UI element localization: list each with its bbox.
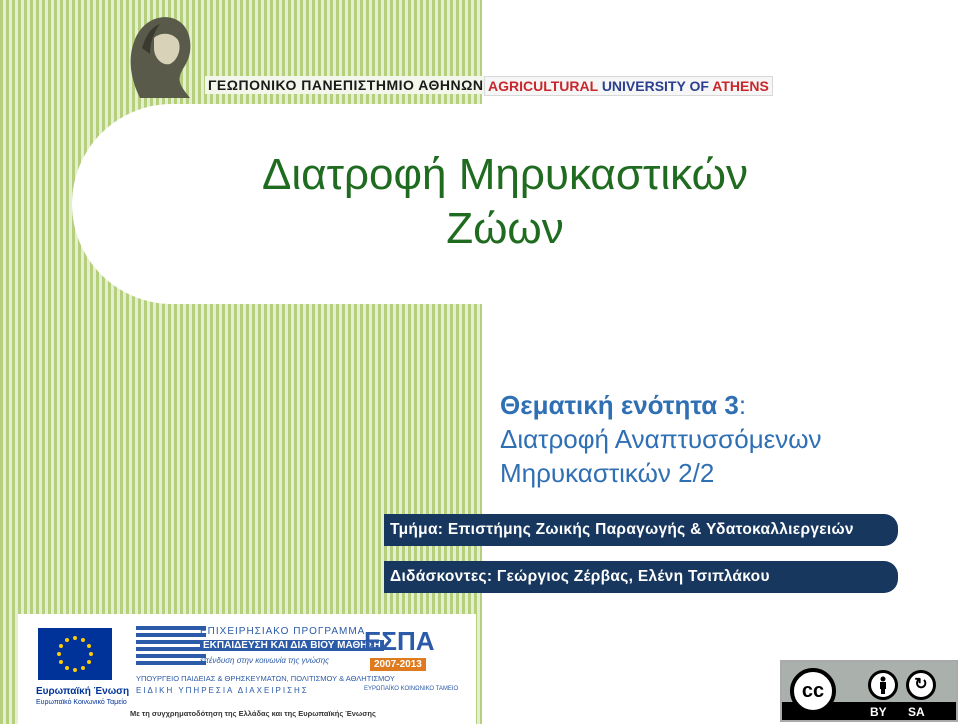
attribution-icon <box>868 670 898 700</box>
slide-subtitle <box>500 388 940 490</box>
funding-logos <box>18 614 476 724</box>
cofunding-caption: Με τη συγχρηματοδότηση της Ελλάδας και της Ευρωπαϊκής Ένωσης <box>130 709 376 718</box>
unit-title-line2: Μηρυκαστικών 2/2 <box>500 458 715 488</box>
instructors-bar: Διδάσκοντες: Γεώργιος Ζέρβας, Ελένη Τσιπλάκου <box>384 561 898 593</box>
university-en-athens: ATHENS <box>712 78 769 94</box>
share-alike-icon: ↻ <box>906 670 936 700</box>
program-line1: ΕΠΙΧΕΙΡΗΣΙΑΚΟ ΠΡΟΓΡΑΜΜΑ <box>200 626 366 637</box>
program-line3: επένδυση στην κοινωνία της γνώσης <box>200 656 330 665</box>
department-bar: Τμήμα: Επιστήμης Ζωικής Παραγωγής & Υδατοκαλλιεργειών <box>384 514 898 546</box>
slide-title-line2: Ζώων <box>446 204 564 253</box>
program-line2: ΕΚΠΑΙΔΕΥΣΗ ΚΑΙ ΔΙΑ ΒΙΟΥ ΜΑΘΗΣΗ <box>200 640 384 651</box>
program-line5: ΕΙΔΙΚΗ ΥΠΗΡΕΣΙΑ ΔΙΑΧΕΙΡΙΣΗΣ <box>136 686 309 695</box>
unit-title-line1: Διατροφή Αναπτυσσόμενων <box>500 424 822 454</box>
eu-fund-caption: Ευρωπαϊκό Κοινωνικό Ταμείο <box>36 699 127 706</box>
university-name-english <box>484 76 773 96</box>
university-en-university-of: UNIVERSITY OF <box>601 78 709 94</box>
program-line4: ΥΠΟΥΡΓΕΙΟ ΠΑΙΔΕΙΑΣ & ΘΡΗΣΚΕΥΜΑΤΩΝ, ΠΟΛΙΤΙΣΜΟΥ & ΑΘΛΗΤΙΣΜΟΥ <box>136 674 395 683</box>
cc-sa-label: SA <box>908 705 925 719</box>
university-en-agricultural: AGRICULTURAL <box>488 78 598 94</box>
university-name-greek: ΓΕΩΠΟΝΙΚΟ ΠΑΝΕΠΙΣΤΗΜΙΟ ΑΘΗΝΩΝ <box>205 76 486 94</box>
eu-flag-icon <box>38 628 112 680</box>
espa-years: 2007-2013 <box>370 658 426 671</box>
program-stripes-icon <box>136 626 206 668</box>
header <box>0 0 960 110</box>
espa-title: ΕΣΠΑ <box>364 626 435 656</box>
cc-by-label: BY <box>870 705 887 719</box>
cc-license-badge[interactable] <box>780 660 958 722</box>
slide-title-line1: Διατροφή Μηρυκαστικών <box>262 150 748 199</box>
athena-head-logo <box>120 8 200 104</box>
cc-icon: cc <box>790 668 836 714</box>
unit-label: Θεματική ενότητα 3 <box>500 390 739 420</box>
unit-colon: : <box>738 390 747 420</box>
slide-title <box>140 148 870 256</box>
espa-caption: ΕΥΡΩΠΑΪΚΟ ΚΟΙΝΩΝΙΚΟ ΤΑΜΕΙΟ <box>364 686 459 692</box>
eu-caption: Ευρωπαϊκή Ένωση <box>36 686 130 697</box>
